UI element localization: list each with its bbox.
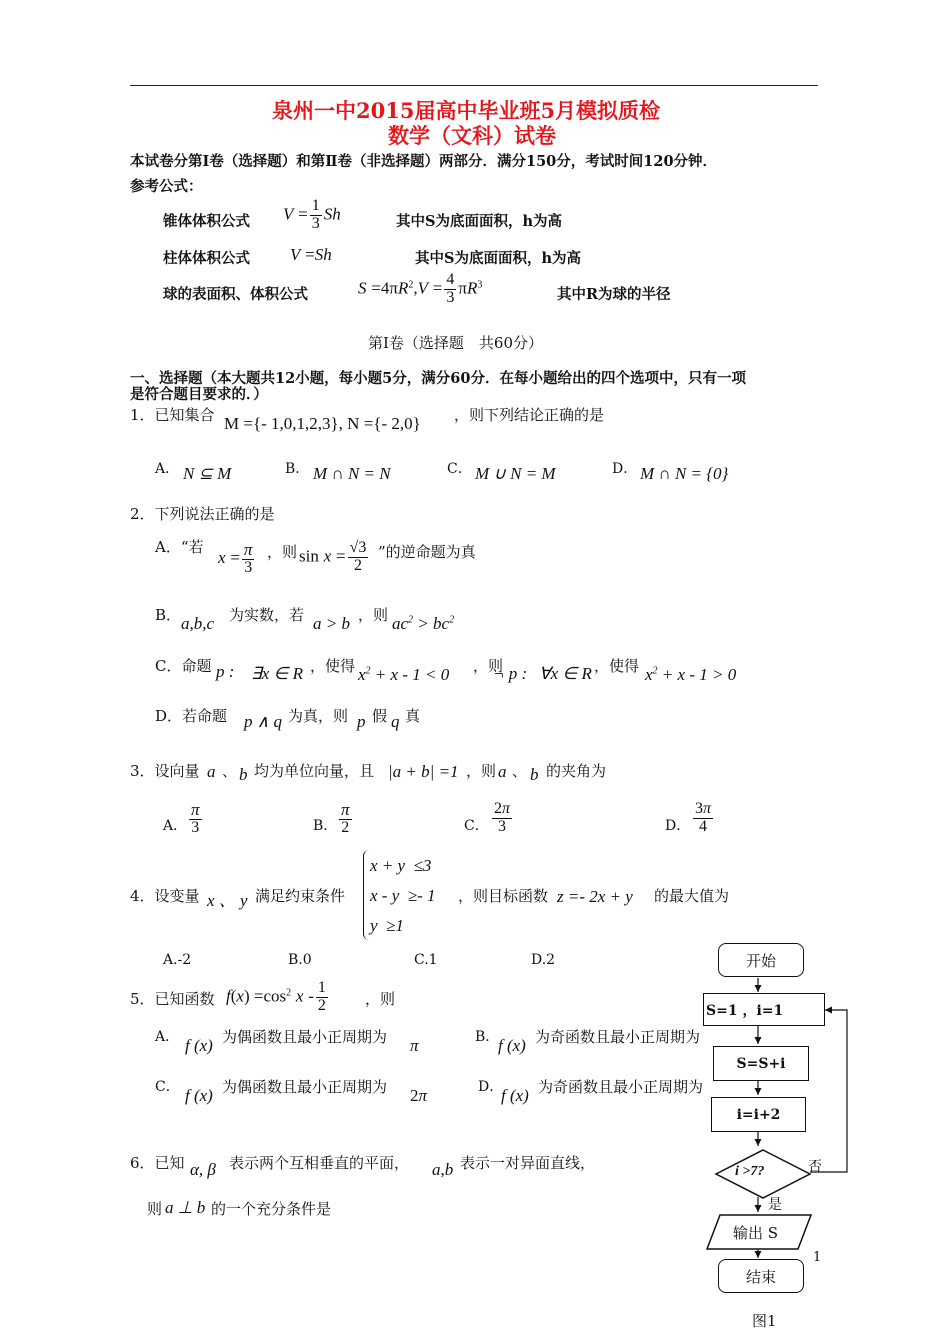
section-heading: 第Ⅰ卷（选择题 共60分） [368,334,544,352]
flowchart-step-sum: S=S+i [713,1046,809,1081]
q2-c-notp: ¬ p : [493,664,528,683]
formula-name-sphere: 球的表面积、体积公式 [163,286,308,303]
q2-stem: 2．下列说法正确的是 [130,505,275,523]
q5-option-a-label: A． [155,1029,180,1045]
q3-option-b: $\frac{\pi}{2}$ [341,800,350,836]
q5-option-d-label: D． [478,1079,504,1095]
formula-cone: V = $\frac{1}{3}$ Sh [283,197,341,232]
q5-b-text: 为奇函数且最小正周期为 [535,1028,701,1046]
exam-title: 泉州一中2015届高中毕业班5月模拟质检 [272,98,661,123]
flowchart-output-text: 输出 S [733,1224,779,1242]
q4-objective: z =- 2x + y [557,887,633,906]
q2-c-p: p : [216,662,235,681]
q1-option-b-label: B． [285,461,310,477]
q2-d-post: 真 [405,707,421,725]
formula-note-cone: 其中S为底面面积，h为高 [396,213,563,230]
q4-stem-mid: 满足约束条件 [255,887,346,905]
section-instructions-1: 一、选择题（本大题共12小题，每小题5分，满分60分．在每小题给出的四个选项中，只有一项 [130,370,746,387]
q2-d-pre: D．若命题 [155,707,228,725]
q3-option-a-label: A． [163,818,188,834]
q5-c-f: f (x) [185,1086,213,1105]
formula-note-prism: 其中S为底面面积，h为高 [415,250,582,267]
formula-prism: V =Sh [290,245,332,264]
q4-option-c: C.1 [414,952,438,968]
q2-option-a [155,536,204,557]
reference-label: 参考公式： [130,178,203,195]
q2-a-post: ”的逆命题为真 [378,543,476,561]
q2-c-mid3: ，使得 [594,657,640,675]
q2-c-ineq2: $x^2 + x - 1 > 0$ [645,665,737,684]
q2-c-exists: ∃x ∈ R [251,664,303,683]
q4-option-b: B.0 [288,952,312,968]
top-rule [130,85,818,86]
q5-c-text: 为偶函数且最小正周期为 [222,1078,388,1096]
q1-option-a: N ⊆ M [183,464,232,483]
q3-option-d-label: D． [665,818,691,834]
q2-a-mid: ，则 [267,543,298,561]
q2-a-math1: x = $\frac{\pi}{3}$ [218,540,253,576]
q2-c-mid: ，使得 [310,657,356,675]
q2-b-vars: a,b,c [181,614,215,633]
q3-vec-b: b [239,765,248,784]
q3-stem-pre: 3．设向量 [130,762,200,780]
q5-function: $f(x) =\cos^2$ x - $\frac{1}{2}$ [226,979,326,1014]
page-number: 1 [813,1250,822,1265]
q1-option-a-label: A． [155,461,180,477]
flowchart-condition-text: i >7? [735,1164,765,1179]
q4-constraint-1: x + y ≤3 [370,856,432,875]
q2-d-p: p [357,712,366,731]
q5-stem-pre: 5．已知函数 [130,990,215,1008]
q3-stem-mid2: ，则 [466,762,497,780]
q2-b-pre: B． [155,606,182,624]
q2-a-pre: A．“若 [155,538,204,556]
q3-vec-a2: a [498,762,507,781]
q4-constraint-3: y ≥1 [370,916,404,935]
q5-d-text: 为奇函数且最小正周期为 [538,1078,704,1096]
q3-sep2: 、 [512,762,528,780]
formula-note-sphere: 其中R为球的半径 [557,286,671,303]
q6-line2-pre: 则 [147,1200,163,1218]
q3-sep: 、 [222,762,238,780]
q1-stem: 1．已知集合 [130,406,215,424]
q2-b-concl: $ac^2 > bc^2$ [392,614,455,633]
q5-option-b-label: B． [475,1029,500,1045]
q6-stem-pre: 6．已知 [130,1154,185,1172]
flowchart-end: 结束 [718,1259,804,1293]
q5-c-period: 2π [410,1086,428,1105]
q2-a-math2: sin x = $\frac{√3}{2}$ [299,539,367,574]
q5-a-period: π [410,1036,419,1055]
flowchart-step-increment: i=i+2 [711,1097,806,1132]
flowchart-init: S=1 ，i=1 [703,993,825,1026]
q3-vec-b2: b [530,765,539,784]
formula-name-cone: 锥体体积公式 [163,213,250,230]
q4-stem-mid2: ，则目标函数 [458,887,549,905]
q3-stem-mid: 均为单位向量，且 [254,762,375,780]
q4-stem-pre: 4．设变量 [130,887,200,905]
q4-vars: x 、 y [207,891,248,910]
q5-b-f: f (x) [498,1036,526,1055]
section-instructions-2: 是符合题目要求的．） [130,386,268,403]
q5-a-f: f (x) [185,1036,213,1055]
q4-option-a: A.-2 [163,952,192,968]
q6-line2-post: 的一个充分条件是 [211,1200,332,1218]
q5-stem-post: ，则 [365,990,396,1008]
q3-option-a: $\frac{\pi}{3}$ [191,800,200,836]
q5-a-text: 为偶函数且最小正周期为 [222,1028,388,1046]
flowchart-start: 开始 [718,943,804,977]
q6-lines: a,b [432,1160,454,1179]
q2-c-mid2: ，则 [473,657,504,675]
q3-cond: |a + b| =1 [388,762,459,781]
q6-planes: α, β [190,1160,216,1179]
formula-sphere: $S =4\pi R^2,V$ = $\frac{4}{3}$ $\pi R^3$ [358,271,483,306]
flowchart-yes-label: 是 [768,1197,782,1213]
q3-stem-post: 的夹角为 [546,762,607,780]
q6-stem-mid: 表示两个互相垂直的平面， [229,1154,410,1172]
flowchart-no-label: 否 [808,1159,822,1175]
q5-option-c-label: C． [155,1079,180,1095]
exam-subtitle: 数学（文科）试卷 [388,123,556,148]
q2-d-q: q [391,712,400,731]
q6-perp: a ⊥ b [165,1198,206,1217]
q1-option-c: M ∪ N = M [475,464,556,483]
q3-vec-a: a [207,762,216,781]
q2-b-mid: 为实数，若 [229,606,305,624]
q1-stem-tail: ，则下列结论正确的是 [454,406,605,424]
q2-d-pq: p ∧ q [244,712,282,731]
q2-c-ineq1: $x^2 + x - 1 < 0$ [358,665,450,684]
figure-caption: 图1 [752,1312,777,1330]
q1-option-c-label: C． [447,461,472,477]
q4-option-d: D.2 [531,952,556,968]
q2-b-mid2: ，则 [358,606,389,624]
q3-option-c: $\frac{2\pi}{3}$ [494,800,511,835]
q3-option-b-label: B． [313,818,338,834]
q1-option-d: M ∩ N = {0} [640,464,729,483]
intro-line: 本试卷分第Ⅰ卷（选择题）和第Ⅱ卷（非选择题）两部分．满分150分，考试时间120分钟． [130,153,718,170]
q2-c-pre: C．命题 [155,657,212,675]
q2-b-cond: a > b [313,614,350,633]
q3-option-c-label: C． [464,818,489,834]
q5-d-f: f (x) [501,1086,529,1105]
q1-sets: M ={- 1,0,1,2,3}, N ={- 2,0} [224,414,421,433]
q1-option-b: M ∩ N = N [313,464,391,483]
q1-option-d-label: D． [612,461,638,477]
q4-stem-post: 的最大值为 [654,887,730,905]
q6-stem-post: 表示一对异面直线， [460,1154,596,1172]
q2-d-mid2: 假 [372,707,388,725]
q2-d-mid: 为真，则 [288,707,349,725]
q4-constraint-2: x - y ≥- 1 [370,886,436,905]
q2-c-forall: ∀x ∈ R [539,664,592,683]
formula-name-prism: 柱体体积公式 [163,250,250,267]
q3-option-d: $\frac{3\pi}{4}$ [695,800,712,835]
